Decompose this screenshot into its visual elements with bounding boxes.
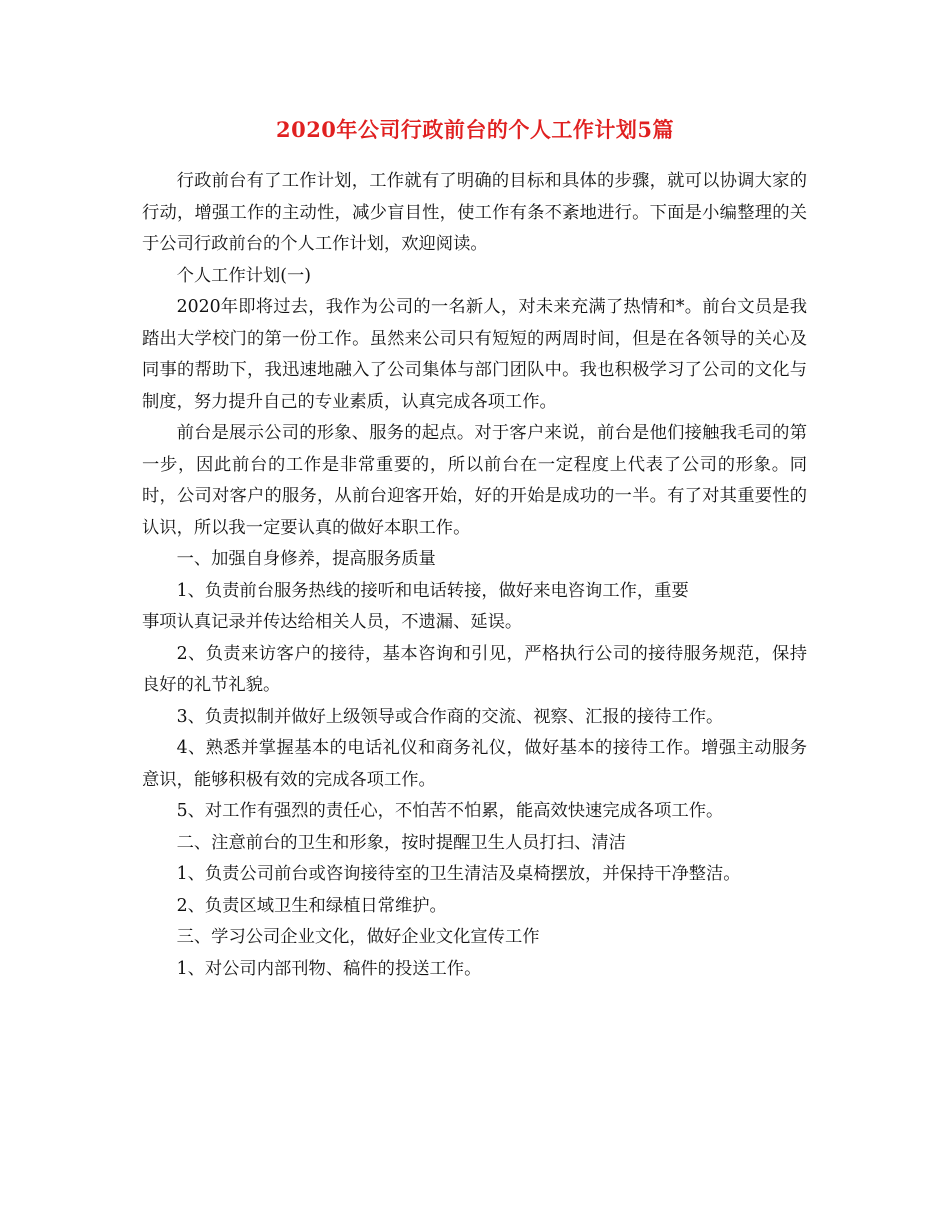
intro-paragraph: 行政前台有了工作计划，工作就有了明确的目标和具体的步骤，就可以协调大家的行动，增强工作的主动性，减少盲目性，使工作有条不紊地进行。下面是小编整理的关于公司行政前台的个人工作计划，欢迎阅读。 <box>142 171 807 254</box>
list-item-3-1: 1、对公司内部刊物、稿件的投送工作。 <box>176 958 482 979</box>
paragraph-front-desk-importance: 前台是展示公司的形象、服务的起点。对于客户来说，前台是他们接触我毛司的第一步，因此前台的工作是非常重要的，所以前台在一定程度上代表了公司的形象。同时，公司对客户的服务，从前台迎客开始，好的开始是成功的一半。有了对其重要性的认识，所以我一定要认真的做好本职工作。 <box>142 423 807 538</box>
list-item-1-3: 3、负责拟制并做好上级领导或合作商的交流、视察、汇报的接待工作。 <box>176 706 724 727</box>
document-body <box>142 166 807 985</box>
paragraph-new-employee: 2020年即将过去，我作为公司的一名新人，对未来充满了热情和*。前台文员是我踏出大学校门的第一份工作。虽然来公司只有短短的两周时间，但是在各领导的关心及同事的帮助下，我迅速地融入了公司集体与部门团队中。我也积极学习了公司的文化与制度，努力提升自己的专业素质，认真完成各项工作。 <box>142 297 807 412</box>
list-item-1-4: 4、熟悉并掌握基本的电话礼仪和商务礼仪，做好基本的接待工作。增强主动服务意识，能够积极有效的完成各项工作。 <box>142 738 807 790</box>
section-heading-plan-1: 个人工作计划(一) <box>176 265 312 286</box>
list-item-1-5: 5、对工作有强烈的责任心，不怕苦不怕累，能高效快速完成各项工作。 <box>176 801 724 821</box>
document-title: 2020年公司行政前台的个人工作计划5篇 <box>275 117 675 142</box>
list-item-1-1: 1、负责前台服务热线的接听和电话转接，做好来电咨询工作，重要 <box>176 580 689 601</box>
list-item-1-1-continued: 事项认真记录并传达给相关人员，不遗漏、延误。 <box>142 612 523 632</box>
list-item-2-1: 1、负责公司前台或咨询接待室的卫生清洁及桌椅摆放，并保持干净整洁。 <box>176 864 741 884</box>
section-heading-3: 三、学习公司企业文化，做好企业文化宣传工作 <box>176 927 540 947</box>
list-item-2-2: 2、负责区域卫生和绿植日常维护。 <box>176 895 447 916</box>
section-heading-2: 二、注意前台的卫生和形象，按时提醒卫生人员打扫、清洁 <box>176 832 626 853</box>
list-item-1-2: 2、负责来访客户的接待，基本咨询和引见，严格执行公司的接待服务规范，保持良好的礼节礼貌。 <box>142 643 807 695</box>
section-heading-1: 一、加强自身修养，提高服务质量 <box>176 549 436 569</box>
